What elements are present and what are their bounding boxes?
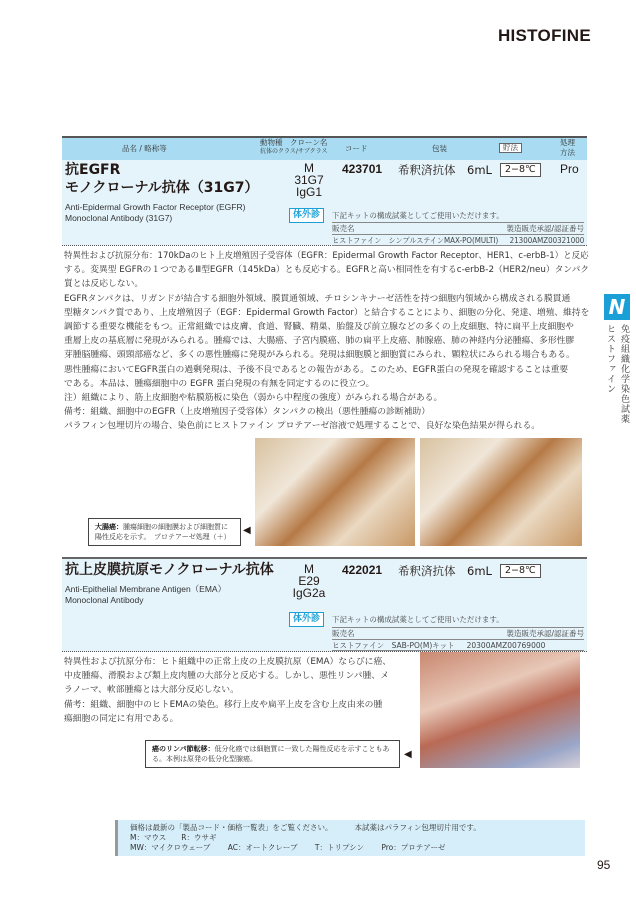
- storage: 2−8℃: [500, 163, 541, 177]
- desc-line: 重層上皮の基底層に発現がみられる。腫瘍では、大腸癌、子宮内膜癌、肺の扁平上皮癌、肺腺癌、肺の神経内分泌腫瘍、多形性膠: [64, 336, 575, 347]
- kit-name: ヒストファイン シンプルステインMAX-PO(MULTI): [332, 236, 499, 245]
- table-header: [62, 136, 587, 160]
- desc-line: 質とは反応しない。: [64, 279, 144, 290]
- clone: E29: [298, 574, 320, 588]
- kit-note: 下記キットの構成試薬としてご使用いただけます。: [332, 211, 504, 220]
- desc-line: 芽腫脳腫瘍、頭頸部癌など、多くの悪性腫瘍に発現がみられる。発現は細胞膜と細胞質にみられ、顆粒状にみられる場合もある。: [64, 350, 575, 361]
- product-title-line2: モノクローナル抗体（31G7）: [65, 180, 259, 196]
- side-brand: ヒストファイン: [605, 324, 615, 394]
- stain-image-egfr-1: [255, 438, 415, 546]
- desc-line: 備考：組織、細胞中のEGFR（上皮増殖因子受容体）タンパクの検出（悪性腫瘍の診断補助）: [64, 407, 431, 418]
- desc-line: 中皮腫瘍、滑膜および類上皮肉腫の大部分と反応する。しかし、悪性リンパ腫、メ: [64, 671, 389, 682]
- caption-text: 低分化癌では細胞質に一致した陽性反応を示すこともある。本例は原発の低分化型腺癌。: [152, 745, 390, 763]
- col-species-clone: 動物種 クローン名: [260, 138, 328, 147]
- col-storage: 貯法: [499, 143, 522, 153]
- pointer-arrow-icon: ◀: [243, 525, 251, 536]
- species: M: [304, 161, 314, 175]
- col-package: 包装: [432, 144, 447, 153]
- ivd-badge: 体外診: [289, 612, 324, 627]
- desc-line: である。本品は、腫瘍細胞中の EGFR 蛋白発現の有無を同定するのに役立つ。: [64, 378, 375, 389]
- desc-line: 調節する重要な機能をもつ。正常組織では皮膚、食道、腎臓、精巣、胎盤及び前立腺などの多くの上皮細胞、特に扁平上皮細胞や: [64, 321, 574, 332]
- price-note: 価格は最新の「製品コード・価格一覧表」をご覧ください。: [130, 823, 333, 832]
- stain-image-ema: [420, 652, 580, 768]
- product-ema-description: [64, 655, 414, 726]
- kit-no: 20300AMZ00769000: [466, 641, 546, 650]
- stain-image-egfr-2: [420, 438, 582, 546]
- kit-no: 21300AMZ00321000: [509, 236, 584, 245]
- caption-label: 大腸癌：: [95, 523, 123, 531]
- desc-line: 悪性腫瘍においてEGFR蛋白の過剰発現は、予後不良であるとの報告がある。このため、EGFR蛋白の発現を確認することは重要: [64, 364, 569, 375]
- desc-line: パラフィン包埋切片の場合、染色前にヒストファイン プロテアーゼ溶液で処理することで、良好な染色結果が得られる。: [64, 421, 541, 432]
- product-egfr: [62, 160, 587, 246]
- image-caption-ema: [145, 740, 400, 768]
- desc-line: 特異性および抗原分布：ヒト組織中の正常上皮の上皮膜抗原（EMA）ならびに癌、: [64, 657, 392, 667]
- kit-header-name: 販売名: [332, 629, 355, 638]
- side-category: 免疫組織化学染色試薬: [619, 324, 629, 424]
- kit-header-name: 販売名: [332, 224, 355, 233]
- ig-class: IgG2a: [292, 586, 326, 600]
- product-en-line2: Monoclonal Antibody: [65, 595, 144, 605]
- product-egfr-description: [64, 249, 589, 433]
- kit-table: [332, 222, 584, 246]
- desc-line: 瘍細胞の同定に有用である。: [64, 713, 179, 724]
- kit-table: [332, 627, 584, 651]
- col-class: 抗体のクラス/サブクラス: [260, 148, 328, 155]
- kit-note: 下記キットの構成試薬としてご使用いただけます。: [332, 615, 504, 624]
- product-en-line2: Monoclonal Antibody (31G7): [65, 213, 173, 223]
- clone: 31G7: [294, 173, 324, 187]
- processing-legend: MW：マイクロウェーブ AC：オートクレーブ T：トリプシン Pro：プロテアーゼ: [130, 843, 446, 852]
- desc-line: 注）組織により、筋上皮細胞や粘膜筋板に染色（弱から中程度の強度）がみられる場合がある。: [64, 392, 443, 403]
- product-code: 422021: [342, 563, 383, 577]
- product-ema: [62, 557, 587, 652]
- kit-header-no: 製造販売承認/認証番号: [506, 629, 584, 638]
- desc-line: する。変異型 EGFRの１つであるⅢ型EGFR（145kDa）とも反応する。EGFRと高い相同性を有するc-erbB-2（HER2/neu）タンパク: [64, 265, 590, 276]
- image-caption-egfr: [88, 518, 241, 546]
- product-en-line1: Anti-Epidermal Growth Factor Receptor (EGFR): [65, 202, 246, 212]
- nichirei-logo-icon: N: [604, 294, 630, 320]
- storage: 2−8℃: [500, 564, 541, 578]
- ivd-badge: 体外診: [289, 208, 324, 223]
- col-processing-1: 処理: [560, 138, 575, 147]
- caption-text: 腫瘍細胞の細胞膜および細胞質に陽性反応を示す。 プロテアーゼ処理（＋）: [95, 523, 231, 541]
- desc-line: 特異性および抗原分布：170kDaのヒト上皮増殖因子受容体（EGFR：Epidermal Growth Factor Receptor、HER1、c-erbB-1）と反応: [64, 251, 589, 261]
- processing: Pro: [560, 162, 579, 176]
- desc-line: EGFRタンパクは、リガンドが結合する細胞外領域、膜貫通領域、チロシンキナーゼ活性を持つ細胞内領域から構成される膜貫通: [64, 293, 571, 304]
- product-code: 423701: [342, 162, 383, 176]
- page-number: 95: [597, 858, 611, 872]
- kit-header-no: 製造販売承認/認証番号: [506, 224, 584, 233]
- kit-name: ヒストファイン SAB-PO(M)キット: [332, 641, 455, 650]
- pointer-arrow-icon: ◀: [404, 749, 412, 760]
- species: M: [304, 562, 314, 576]
- desc-line: 型糖タンパク質であり、上皮増殖因子（EGF：Epidermal Growth Factor）と結合することにより、細胞の分化、発達、増殖、維持を: [64, 307, 590, 318]
- brand-title: HISTOFINE: [497, 26, 591, 45]
- paraffin-note: 本試薬はパラフィン包埋切片用です。: [354, 823, 481, 832]
- product-title: 抗上皮膜抗原モノクローナル抗体: [65, 562, 274, 578]
- product-en-line1: Anti-Epithelial Membrane Antigen（EMA）: [65, 584, 227, 594]
- caption-label: 癌のリンパ節転移：: [152, 745, 215, 753]
- desc-line: 備考：組織、細胞中のヒトEMAの染色。移行上皮や扁平上皮を含む上皮由来の腫: [64, 699, 383, 710]
- product-title-line1: 抗EGFR: [65, 162, 121, 178]
- desc-line: ラノーマ、軟部腫瘍とは大部分反応しない。: [64, 685, 239, 696]
- package: 希釈済抗体 6mL: [398, 564, 492, 578]
- species-legend: M：マウス R：ウサギ: [130, 833, 217, 842]
- col-code: コード: [345, 144, 368, 153]
- ig-class: IgG1: [295, 185, 322, 199]
- package: 希釈済抗体 6mL: [398, 163, 492, 177]
- col-name: 品名 / 略称等: [122, 144, 167, 153]
- footer-notes: [115, 820, 585, 856]
- col-processing-2: 方法: [560, 148, 575, 157]
